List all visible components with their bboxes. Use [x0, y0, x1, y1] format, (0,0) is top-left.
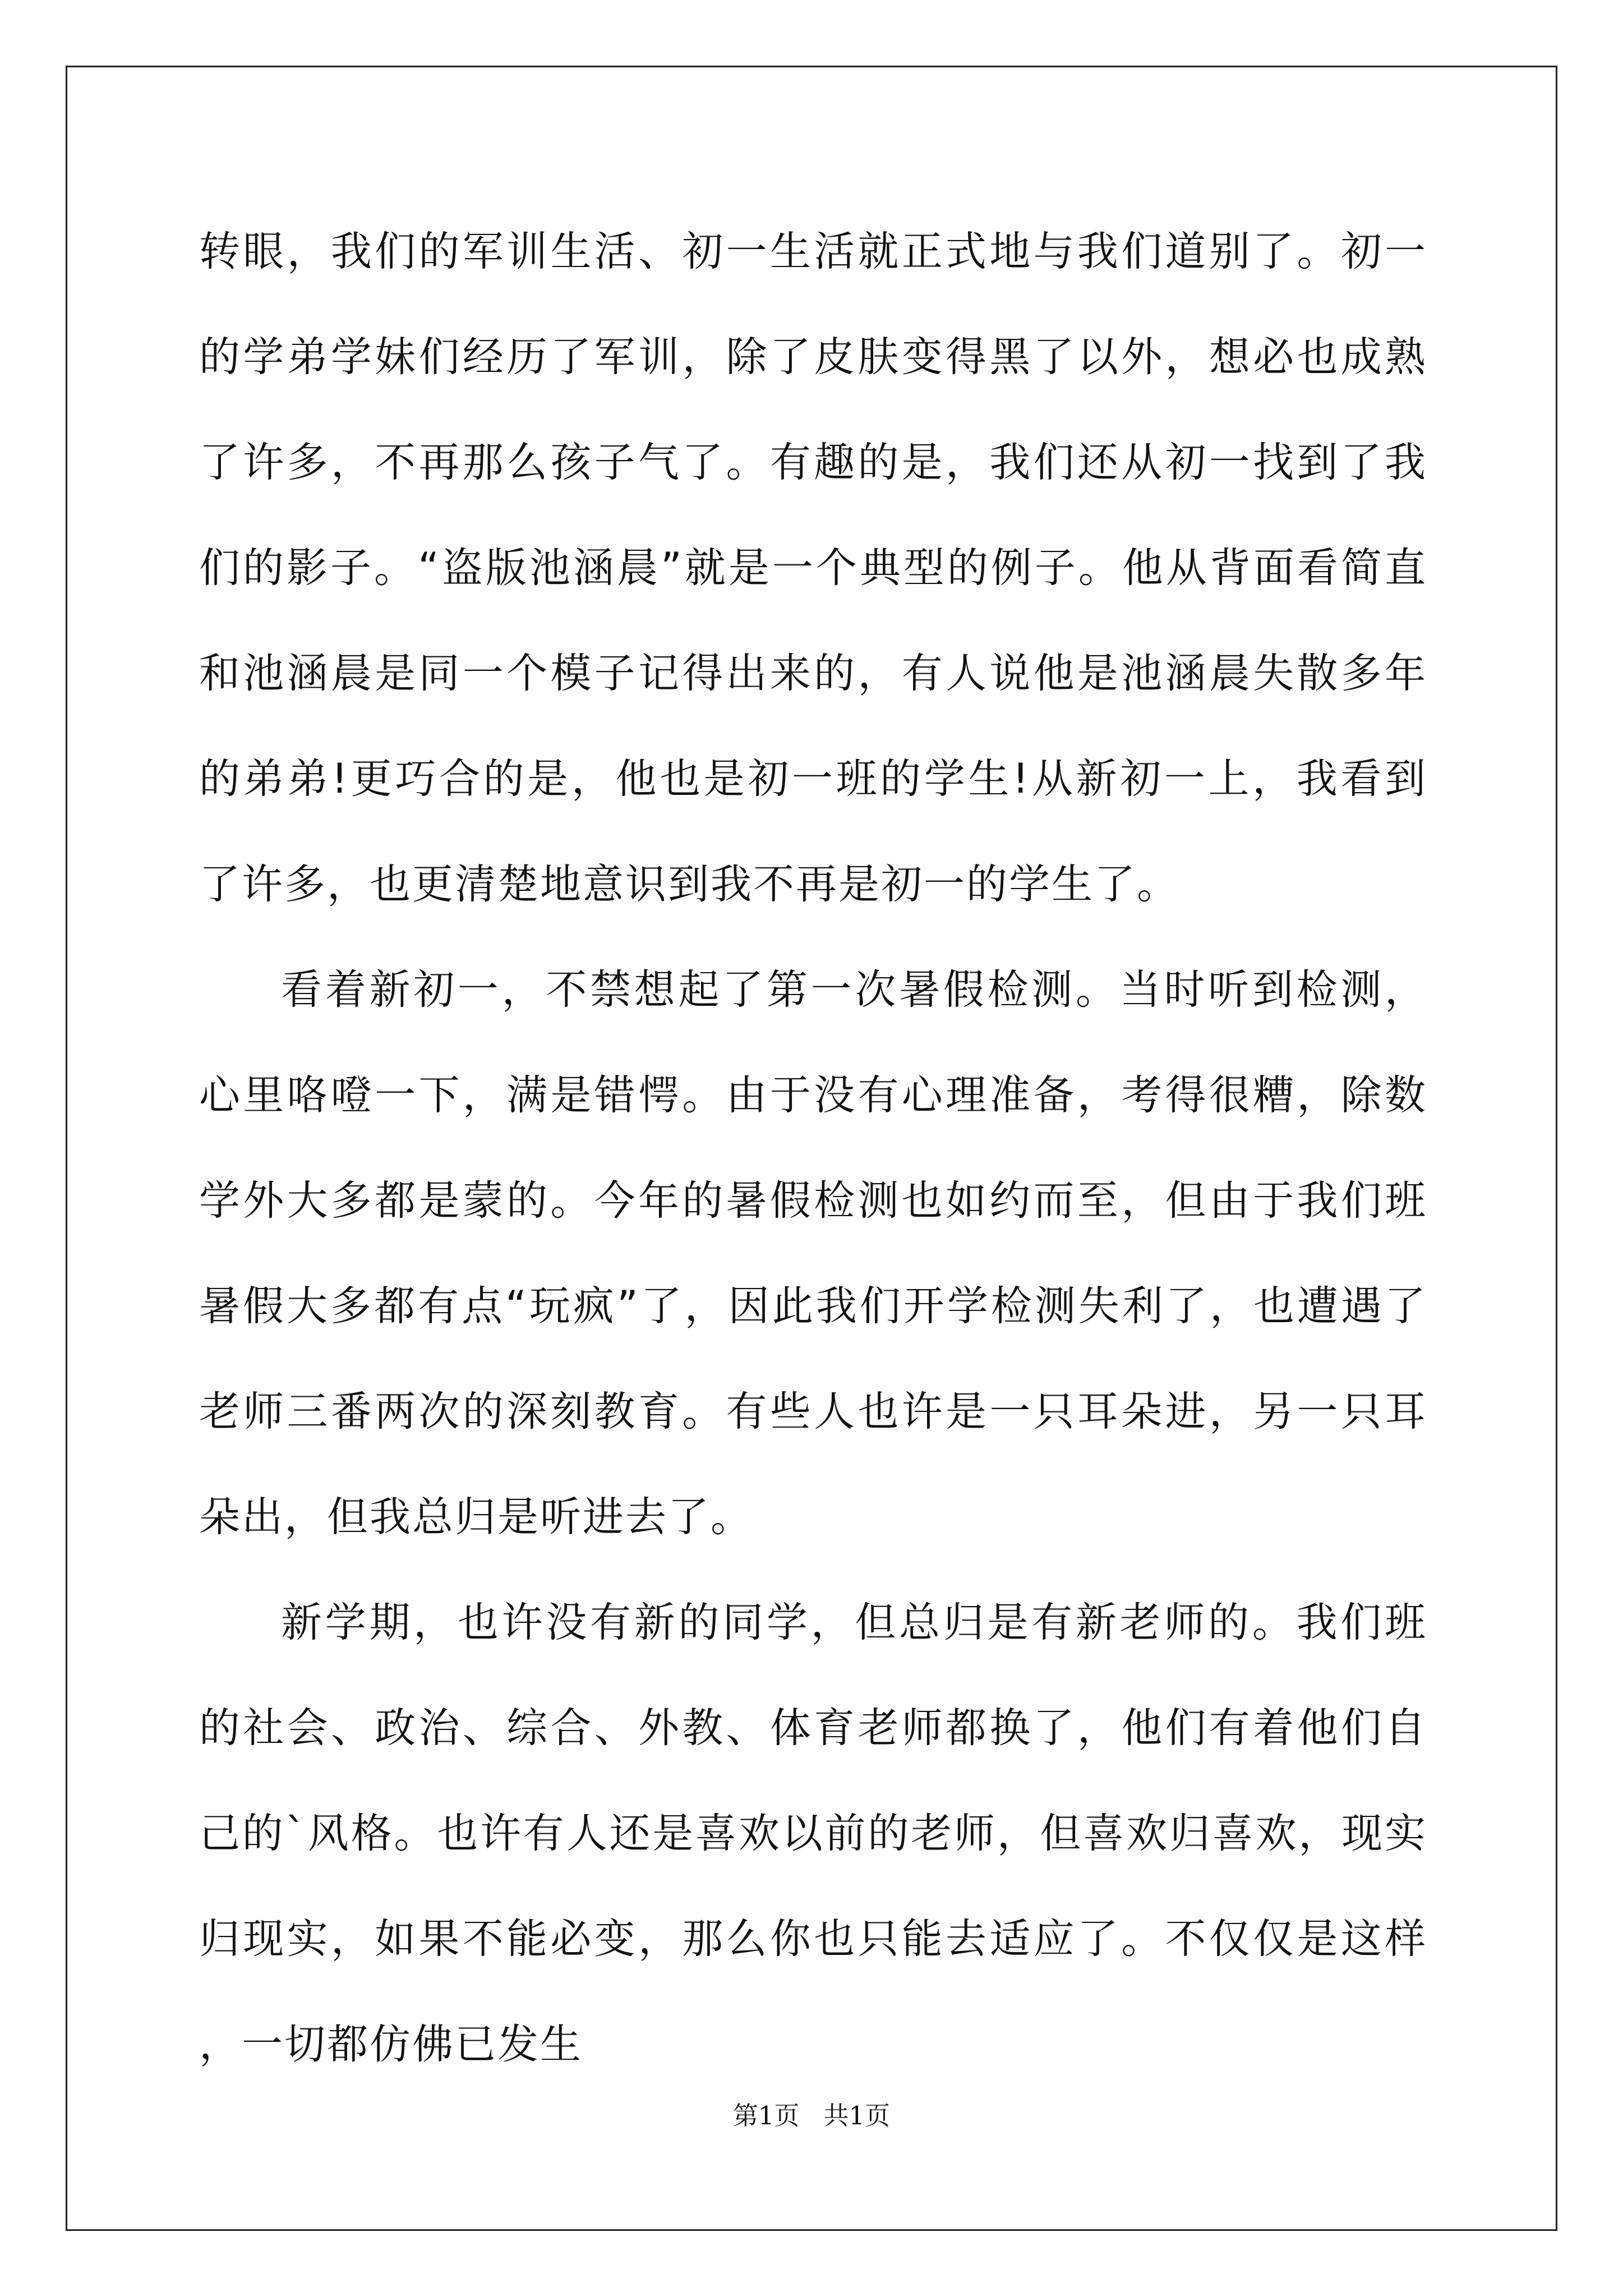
paragraph-2: 看着新初一，不禁想起了第一次暑假检测。当时听到检测，心里咯噔一下，满是错愕。由于没有心理准备，考得很糟，除数学外大多都是蒙的。今年的暑假检测也如约而至，但由于我们班暑假大多都有点“玩疯”了，因此我们开学检测失利了，也遭遇了老师三番两次的深刻教育。有些人也许是一只耳朵进，另一只耳朵出，但我总归是听进去了。 [199, 966, 1427, 1541]
document-body [199, 199, 1427, 2097]
paragraph-1: 转眼，我们的军训生活、初一生活就正式地与我们道别了。初一的学弟学妹们经历了军训，除了皮肤变得黑了以外，想必也成熟了许多，不再那么孩子气了。有趣的是，我们还从初一找到了我们的影子。“盗版池涵晨”就是一个典型的例子。他从背面看简直和池涵晨是同一个模子记得出来的，有人说他是池涵晨失散多年的弟弟!更巧合的是，他也是初一班的学生!从新初一上，我看到了许多，也更清楚地意识到我不再是初一的学生了。 [199, 228, 1427, 908]
paragraph-3: 新学期，也许没有新的同学，但总归是有新老师的。我们班的社会、政治、综合、外教、体育老师都换了，他们有着他们自己的`风格。也许有人还是喜欢以前的老师，但喜欢归喜欢，现实归现实，如果不能必变，那么你也只能去适应了。不仅仅是这样，一切都仿佛已发生 [199, 1599, 1427, 2068]
page-footer: 第1页 共1页 [732, 2101, 891, 2131]
